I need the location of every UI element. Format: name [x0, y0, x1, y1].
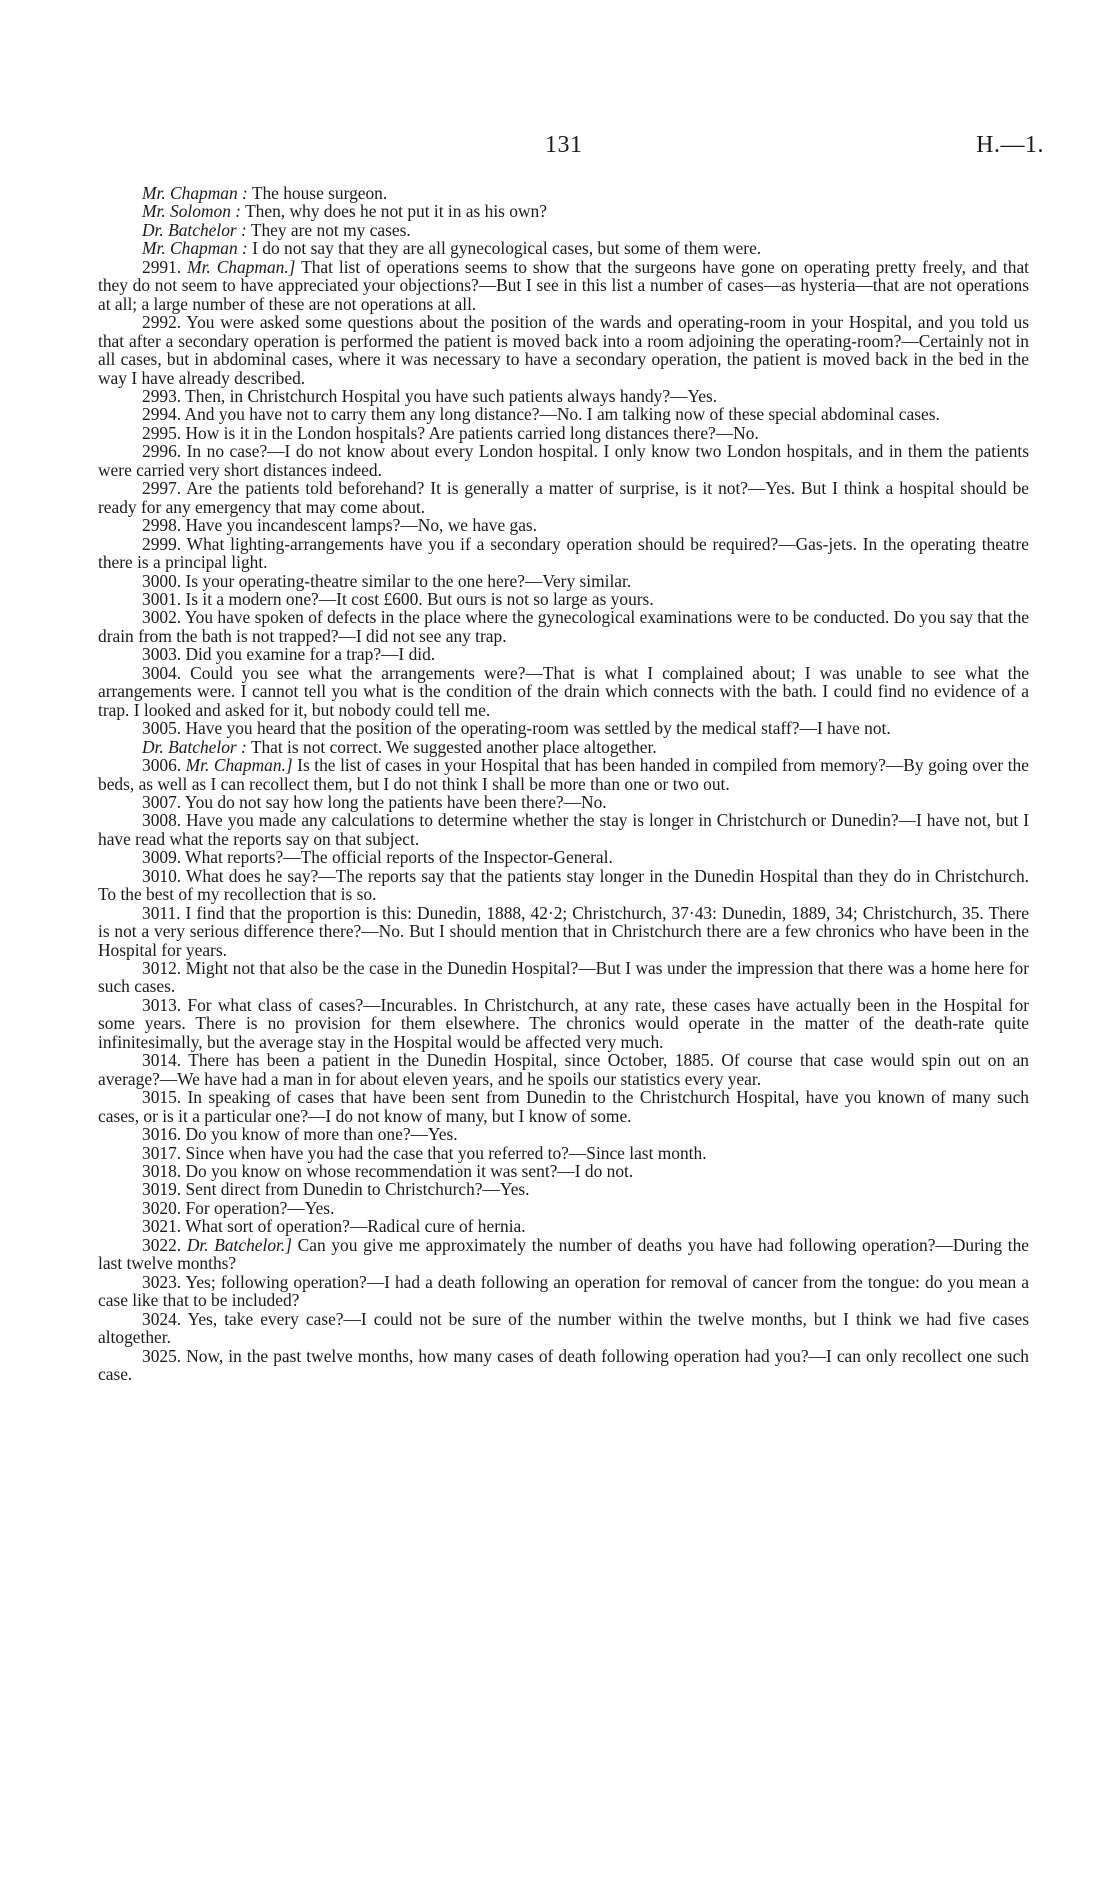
- paragraph-text: 3020. For operation?—Yes.: [142, 1197, 335, 1218]
- page-header: [0, 132, 1114, 164]
- paragraph-text: That list of operations seems to show that the surgeons have gone on operating pretty freely, and that they do not seem to have appreciated your objections?—But I see in this list a number of cases—as hysteria—that are not operations at all; a large number of these are not operations at all.: [98, 256, 1029, 314]
- paragraph-text: 3009. What reports?—The official reports of the Inspector-General.: [142, 847, 613, 868]
- question-number: 3022.: [142, 1234, 187, 1255]
- testimony-paragraph: [98, 867, 1029, 904]
- testimony-paragraph: [98, 221, 1029, 239]
- paragraph-text: 2998. Have you incandescent lamps?—No, we have gas.: [142, 515, 538, 536]
- speaker-name: Mr. Chapman :: [142, 238, 248, 259]
- testimony-paragraph: [98, 424, 1029, 442]
- testimony-paragraph: [98, 572, 1029, 590]
- paragraph-text: 3000. Is your operating-theatre similar to the one here?—Very similar.: [142, 570, 632, 591]
- paragraph-text: 2992. You were asked some questions about the position of the wards and operating-room in your Hospital, and you told us that after a secondary operation is performed the patient is moved back into a room adjoining the operating-room?—Certainly not in all cases, but in abdominal cases, where it was necessary to have a secondary operation, the patient is moved back in the bed in the way I have already described.: [98, 312, 1029, 388]
- testimony-paragraph: [98, 1162, 1029, 1180]
- testimony-paragraph: [98, 959, 1029, 996]
- paragraph-text: 2995. How is it in the London hospitals? Are patients carried long distances there?—No.: [142, 422, 759, 443]
- testimony-paragraph: [98, 1088, 1029, 1125]
- speaker-name: Mr. Chapman :: [142, 183, 248, 203]
- testimony-paragraph: [98, 1236, 1029, 1273]
- paragraph-text: They are not my cases.: [246, 219, 411, 240]
- paragraph-text: 3024. Yes, take every case?—I could not be sure of the number within the twelve months, but I think we had five cases altogether.: [98, 1308, 1029, 1348]
- paragraph-text: 3004. Could you see what the arrangements were?—That is what I complained about; I was unable to see what the arrangements were. I cannot tell you what is the condition of the drain which connects with the bath. I could find no evidence of a trap. I looked and asked for it, but nobody could tell me.: [98, 662, 1029, 720]
- testimony-paragraph: [98, 516, 1029, 534]
- page-number: 131: [545, 132, 583, 158]
- paragraph-text: 3021. What sort of operation?—Radical cure of hernia.: [142, 1216, 526, 1237]
- paragraph-text: 3008. Have you made any calculations to determine whether the stay is longer in Christchurch or Dunedin?—I have not, but I have read what the reports say on that subject.: [98, 810, 1029, 849]
- testimony-paragraph: [98, 590, 1029, 608]
- paragraph-text: 3015. In speaking of cases that have been sent from Dunedin to the Christchurch Hospital, have you known of many such cases, or is it a particular one?—I do not know of many, but I know of some.: [98, 1087, 1029, 1126]
- testimony-paragraph: [98, 756, 1029, 793]
- testimony-paragraph: [98, 535, 1029, 572]
- paragraph-text: 2999. What lighting-arrangements have you if a secondary operation should be required?—Gas-jets. In the operating theatre there is a principal light.: [98, 533, 1029, 573]
- paragraph-text: Is the list of cases in your Hospital that has been handed in compiled from memory?—By going over the beds, as well as I can recollect them, but I do not think I shall be more than one or two out.: [98, 755, 1029, 794]
- testimony-paragraph: [98, 645, 1029, 663]
- testimony-paragraph: [98, 239, 1029, 257]
- testimony-paragraph: [98, 405, 1029, 423]
- speaker-name: Dr. Batchelor.]: [186, 1234, 292, 1255]
- testimony-paragraph: [98, 184, 1029, 202]
- testimony-paragraph: [98, 387, 1029, 405]
- testimony-paragraph: [98, 719, 1029, 737]
- paragraph-text: 3001. Is it a modern one?—It cost £600. But ours is not so large as yours.: [142, 588, 654, 609]
- paragraph-text: 3013. For what class of cases?—Incurables. In Christchurch, at any rate, these cases have actually been in the Hospital for some years. There is no provision for them elsewhere. The chronics would operate in the matter of the death-rate quite infinitesimally, but the average stay in the Hospital would be affected very much.: [98, 994, 1029, 1052]
- paragraph-text: 3023. Yes; following operation?—I had a death following an operation for removal of cancer from the tongue: do you mean a case like that to be included?: [98, 1271, 1029, 1311]
- testimony-paragraph: [98, 1144, 1029, 1162]
- paragraph-text: 3003. Did you examine for a trap?—I did.: [142, 644, 436, 665]
- paragraph-text: 3017. Since when have you had the case that you referred to?—Since last month.: [142, 1142, 707, 1163]
- testimony-paragraph: [98, 1273, 1029, 1310]
- paragraph-text: 3025. Now, in the past twelve months, how many cases of death following operation had you?—I can only recollect one such case.: [98, 1345, 1029, 1384]
- paragraph-text: 3002. You have spoken of defects in the place where the gynecological examinations were to be conducted. Do you say that the drain from the bath is not trapped?—I did not see any trap.: [98, 607, 1029, 646]
- paragraph-text: I do not say that they are all gynecological cases, but some of them were.: [247, 238, 762, 259]
- testimony-paragraph: [98, 1180, 1029, 1198]
- paragraph-text: Can you give me approximately the number of deaths you have had following operation?—During the last twelve months?: [98, 1234, 1030, 1274]
- paragraph-text: That is not correct. We suggested another place altogether.: [246, 736, 657, 757]
- testimony-paragraph: [98, 1051, 1029, 1088]
- paragraph-text: 3019. Sent direct from Dunedin to Christchurch?—Yes.: [142, 1179, 530, 1200]
- paragraph-text: 3016. Do you know of more than one?—Yes.: [142, 1124, 458, 1145]
- paragraph-text: Then, why does he not put it in as his own?: [241, 201, 547, 222]
- testimony-paragraph: [98, 793, 1029, 811]
- testimony-paragraph: [98, 1217, 1029, 1235]
- paragraph-text: 3010. What does he say?—The reports say that the patients stay longer in the Dunedin Hospital than they do in Christchurch. To the best of my recollection that is so.: [98, 865, 1029, 905]
- testimony-paragraph: [98, 1310, 1029, 1347]
- paragraph-text: 3014. There has been a patient in the Dunedin Hospital, since October, 1885. Of course that case would spin out on an average?—We have had a man in for about eleven years, and he spoils our statistics every year.: [98, 1050, 1029, 1089]
- testimony-paragraph: [98, 608, 1029, 645]
- speaker-name: Mr. Chapman.]: [185, 755, 293, 776]
- testimony-paragraph: [98, 202, 1029, 220]
- testimony-paragraph: [98, 738, 1029, 756]
- testimony-paragraph: [98, 1125, 1029, 1143]
- testimony-paragraph: [98, 811, 1029, 848]
- question-number: 3006.: [142, 755, 186, 776]
- speaker-name: Mr. Solomon :: [142, 201, 242, 222]
- page-body: [98, 184, 1029, 1383]
- testimony-paragraph: [98, 258, 1029, 313]
- testimony-paragraph: [98, 904, 1029, 959]
- paragraph-text: 2996. In no case?—I do not know about every London hospital. I only know two London hospitals, and in them the patients were carried very short distances indeed.: [98, 441, 1029, 480]
- testimony-paragraph: [98, 313, 1029, 387]
- testimony-paragraph: [98, 996, 1029, 1051]
- paragraph-text: 2997. Are the patients told beforehand? It is generally a matter of surprise, is it not?—Yes. But I think a hospital should be ready for any emergency that may come about.: [98, 478, 1029, 517]
- testimony-paragraph: [98, 664, 1029, 719]
- paragraph-text: 3018. Do you know on whose recommendation it was sent?—I do not.: [142, 1161, 634, 1182]
- paragraph-text: 3011. I find that the proportion is this: Dunedin, 1888, 42·2; Christchurch, 37·43: Dunedin, 1889, 34; Christchurch, 35. There is not a very serious difference there?—No. But I should mention that in Christchurch there are a few chronics who have been in the Hospital for years.: [98, 902, 1029, 960]
- paragraph-text: The house surgeon.: [247, 183, 388, 203]
- document-reference: H.—1.: [976, 132, 1044, 158]
- paragraph-text: 3012. Might not that also be the case in the Dunedin Hospital?—But I was under the impression that there was a home here for such cases.: [98, 958, 1029, 997]
- question-number: 2991.: [142, 256, 188, 277]
- testimony-paragraph: [98, 479, 1029, 516]
- speaker-name: Mr. Chapman.]: [187, 256, 296, 277]
- testimony-paragraph: [98, 848, 1029, 866]
- testimony-paragraph: [98, 442, 1029, 479]
- testimony-paragraph: [98, 1199, 1029, 1217]
- paragraph-text: 2994. And you have not to carry them any long distance?—No. I am talking now of these special abdominal cases.: [142, 404, 940, 425]
- testimony-paragraph: [98, 1347, 1029, 1384]
- speaker-name: Dr. Batchelor :: [142, 736, 247, 757]
- paragraph-text: 3005. Have you heard that the position of the operating-room was settled by the medical staff?—I have not.: [142, 718, 891, 739]
- paragraph-text: 3007. You do not say how long the patients have been there?—No.: [142, 791, 607, 812]
- speaker-name: Dr. Batchelor :: [142, 219, 247, 240]
- paragraph-text: 2993. Then, in Christchurch Hospital you have such patients always handy?—Yes.: [142, 385, 718, 406]
